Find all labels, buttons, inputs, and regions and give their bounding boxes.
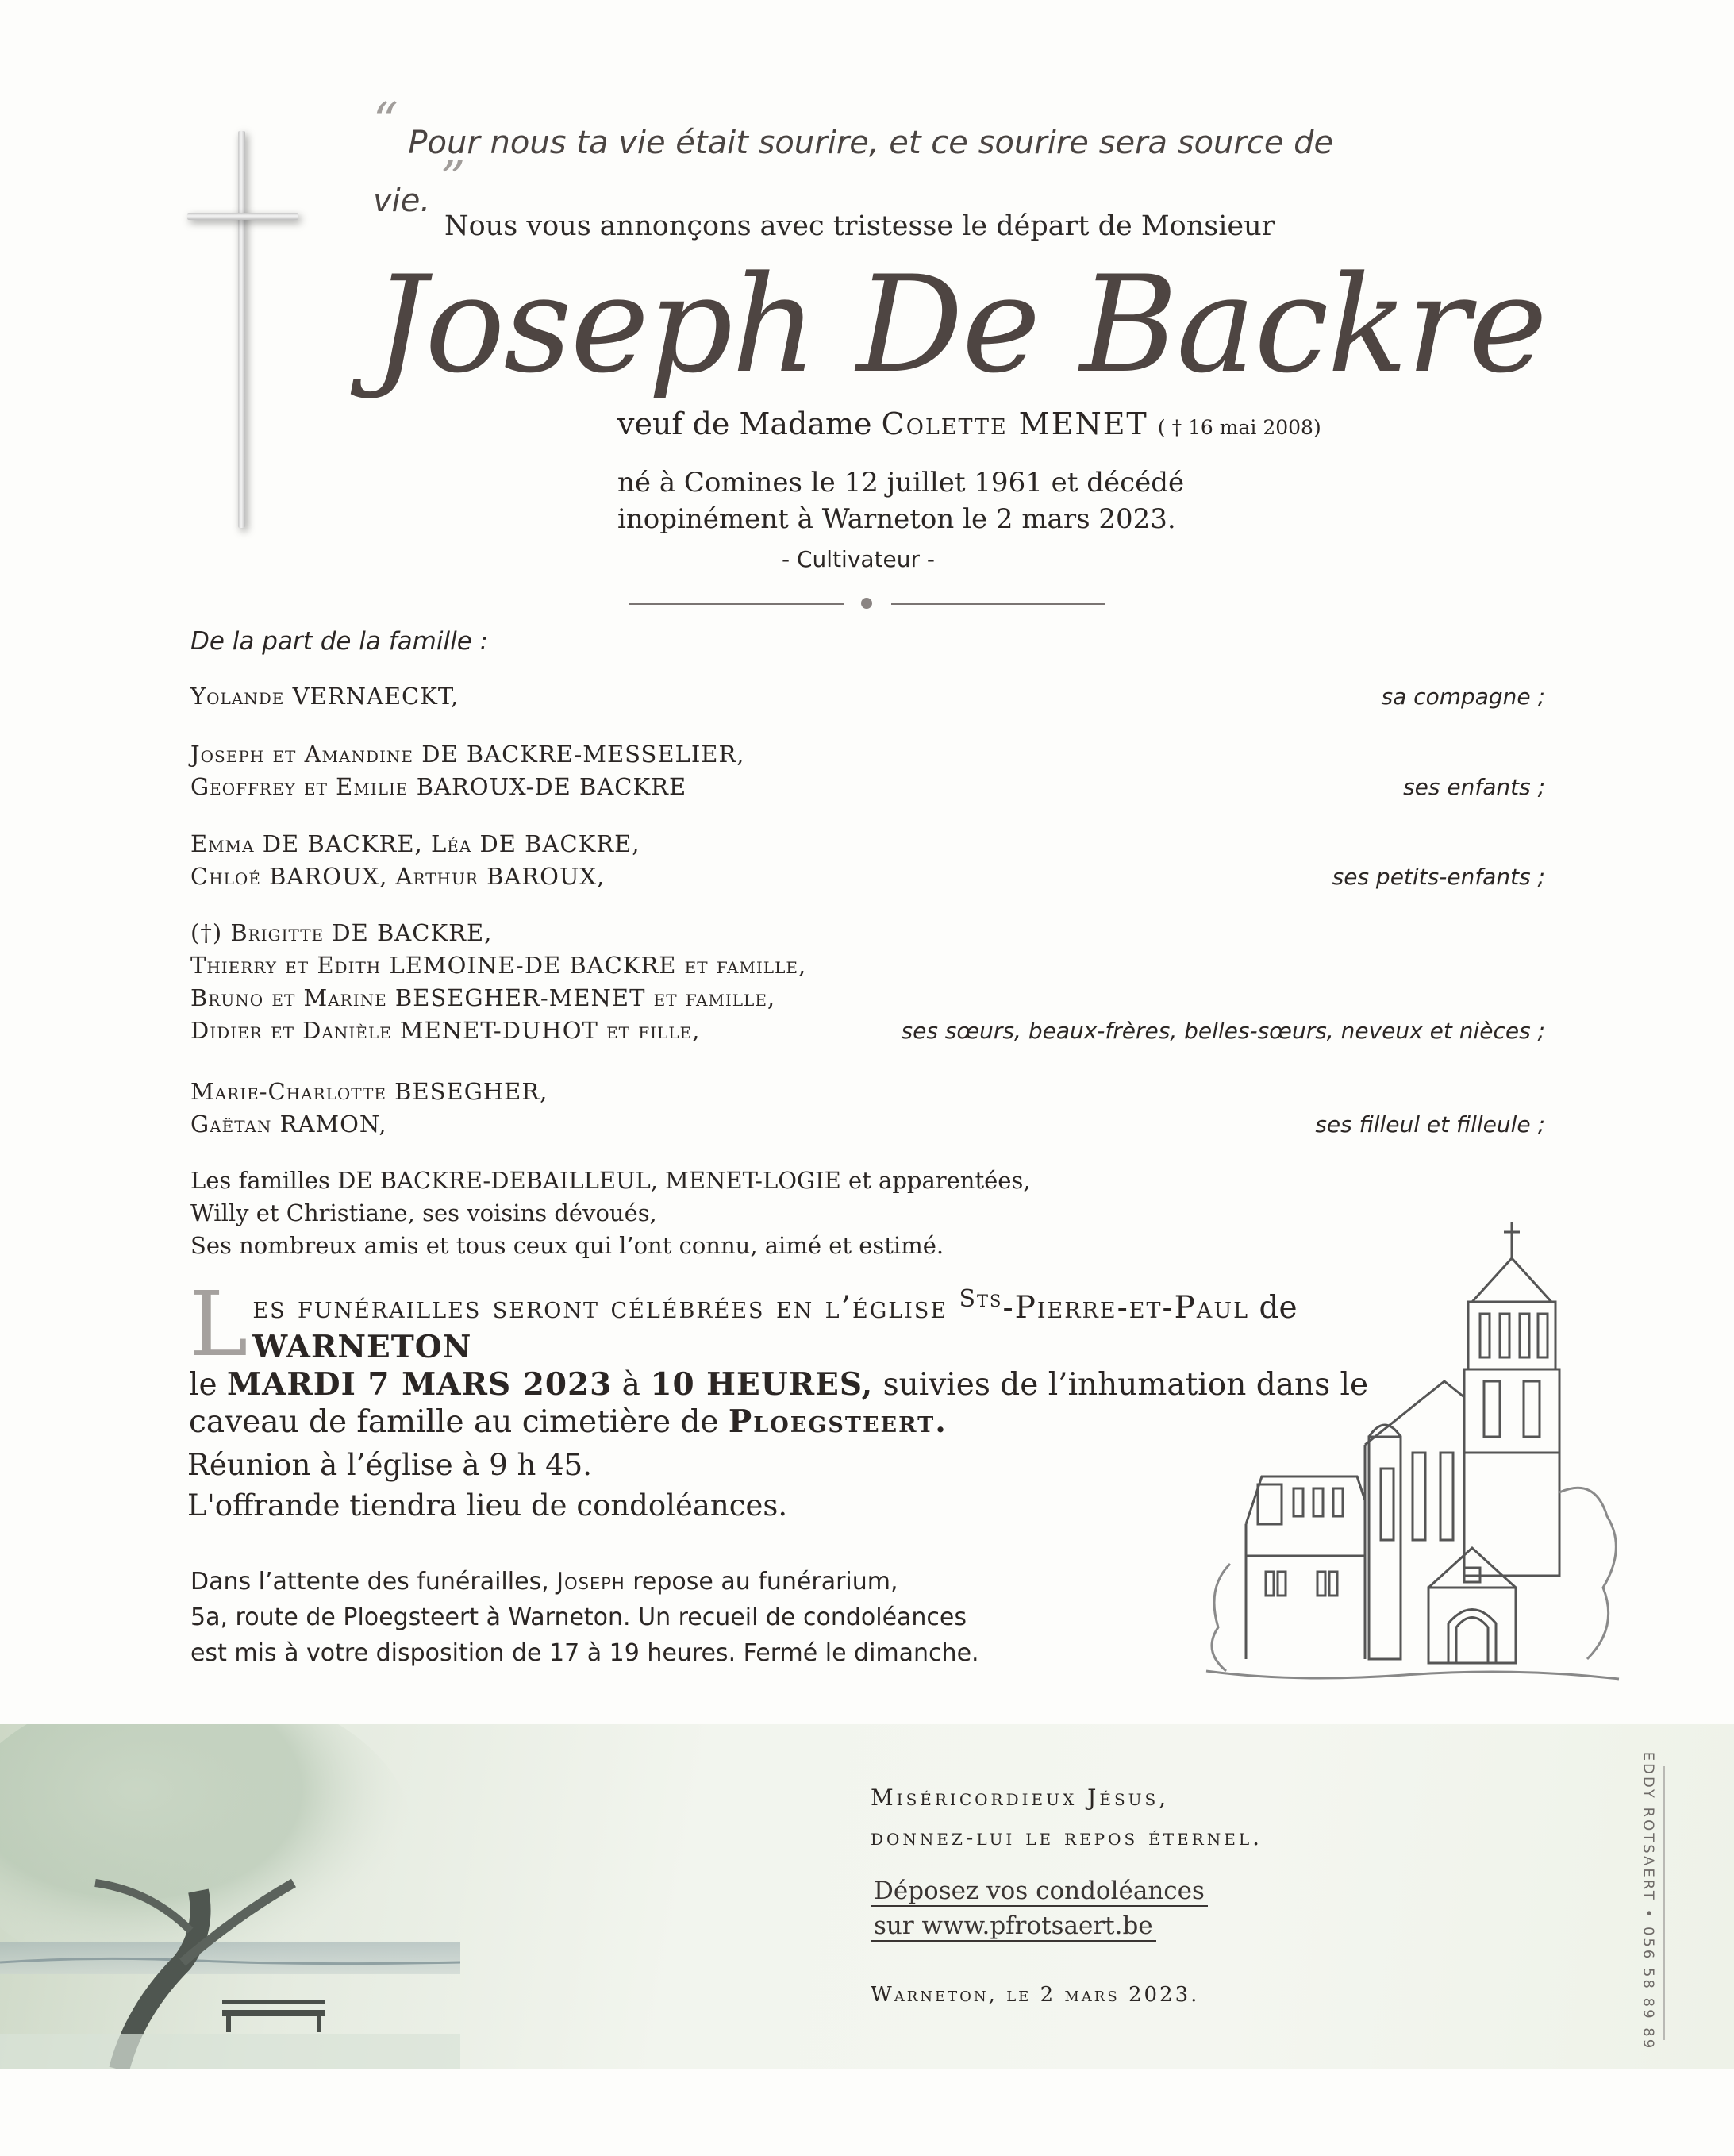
family-name-line: Yolande VERNAECKT, (190, 683, 459, 710)
cemetery-name: Ploegsteert (728, 1403, 936, 1440)
family-relation: ses petits-enfants ; (1332, 864, 1545, 890)
church-sup: Sts (959, 1285, 1003, 1313)
funeral-home-credit (1628, 1751, 1668, 2051)
willow-tree-icon (0, 1724, 460, 2069)
funeral-part5: suivies de l’inhumation dans le caveau de famille au cimetière de (189, 1367, 1369, 1440)
funeral-part1: es funérailles seront célébrées en l’église (252, 1290, 959, 1326)
meeting-line1: Réunion à l’église à 9 h 45. (187, 1448, 592, 1482)
family-name-line: Geoffrey et Emilie BAROUX-DE BACKRE (190, 773, 687, 800)
family-name-line: Didier et Danièle MENET-DUHOT et fille, (190, 1017, 701, 1044)
family-name-line: Willy et Christiane, ses voisins dévoués, (190, 1199, 657, 1226)
family-name-line: Joseph et Amandine DE BACKRE-MESSELIER, (190, 741, 745, 768)
family-group-partner (190, 680, 1545, 716)
announcement: Nous vous annonçons avec tristesse le départ de Monsieur (444, 210, 1275, 242)
family-intro: De la part de la famille : (190, 627, 489, 656)
family-names (190, 1165, 1031, 1262)
birth-death-info (617, 464, 1184, 537)
family-names (190, 1076, 548, 1141)
family-name-line: Thierry et Edith LEMOINE-DE BACKRE et famille, (190, 952, 807, 979)
condolences-line1[interactable]: Déposez vos condoléances (871, 1877, 1208, 1907)
funeral-town: WARNETON (252, 1329, 472, 1365)
family-names (190, 828, 640, 893)
funeral-part2: de (1249, 1290, 1298, 1326)
prayer (871, 1778, 1263, 1858)
family-name-line: Gaëtan RAMON, (190, 1111, 387, 1138)
family-relation: sa compagne ; (1381, 683, 1545, 710)
condolences-website-link[interactable]: sur www.pfrotsaert.be (871, 1912, 1156, 1942)
family-names (190, 738, 745, 803)
spouse-death-date: 16 mai 2008 (1188, 416, 1313, 439)
divider-left (629, 603, 844, 605)
credit-divider (1663, 1766, 1665, 2040)
family-relation: ses sœurs, beaux-frères, belles-sœurs, neveux et nièces ; (901, 1018, 1545, 1044)
place-date: Warneton, le 2 mars 2023. (871, 1983, 1200, 2007)
vigil-line1: Dans l’attente des funérailles, Joseph repose au funérarium, (190, 1568, 898, 1596)
prayer-line2: donnez-lui le repos éternel. (871, 1824, 1263, 1850)
family-name-line: Chloé BAROUX, Arthur BAROUX, (190, 863, 606, 890)
condolences-link-block[interactable] (871, 1873, 1208, 1943)
family-relation: ses filleul et filleule ; (1315, 1111, 1545, 1138)
open-quote-mark: “ (373, 91, 398, 149)
divider-right (891, 603, 1105, 605)
spouse-name: Colette MENET (881, 406, 1148, 441)
vigil-info (190, 1564, 979, 1671)
family-relation: ses enfants ; (1403, 774, 1545, 800)
family-names (190, 917, 806, 1047)
vigil-line2: 5a, route de Ploegsteert à Warneton. Un recueil de condoléances (190, 1604, 967, 1631)
family-names (190, 680, 459, 713)
spouse-death-open: ( † (1157, 416, 1189, 439)
meeting-info (187, 1445, 787, 1526)
family-group-godchildren (190, 1076, 1545, 1144)
family-name-line: Bruno et Marine BESEGHER-MENET et famille, (190, 984, 776, 1011)
church-name: -Pierre-et-Paul (1002, 1290, 1250, 1326)
death-line: inopinément à Warneton le 2 mars 2023. (617, 503, 1176, 535)
family-name-line: Les familles DE BACKRE-DEBAILLEUL, MENET-LOGIE et apparentées, (190, 1167, 1031, 1194)
prayer-line1: Miséricordieux Jésus, (871, 1784, 1170, 1811)
funeral-part4: à (612, 1367, 651, 1403)
church-sketch-icon (1198, 1215, 1627, 1691)
quote-text: Pour nous ta vie était sourire, et ce sourire sera source de vie. (373, 125, 1334, 219)
funeral-date: MARDI 7 MARS 2023 (226, 1366, 613, 1403)
cross-icon-vertical (238, 131, 245, 528)
divider-dot (861, 598, 872, 609)
spouse-death-close: ) (1313, 416, 1321, 439)
family-name-line: Marie-Charlotte BESEGHER, (190, 1078, 548, 1105)
close-quote-mark: ” (440, 149, 466, 207)
funeral-part3: le (189, 1367, 227, 1403)
family-name-line: Emma DE BACKRE, Léa DE BACKRE, (190, 830, 640, 857)
birth-line: né à Comines le 12 juillet 1961 et décédé (617, 467, 1185, 499)
epigraph-quote (373, 91, 1365, 223)
vigil-line3: est mis à votre disposition de 17 à 19 heures. Fermé le dimanche. (190, 1639, 979, 1667)
meeting-line2: L'offrande tiendra lieu de condoléances. (187, 1488, 788, 1523)
family-group-grandchildren (190, 828, 1545, 896)
family-group-siblings (190, 917, 1545, 1052)
family-name-line: Ses nombreux amis et tous ceux qui l’ont connu, aimé et estimé. (190, 1232, 944, 1259)
profession: - Cultivateur - (782, 546, 936, 572)
funeral-time: 10 HEURES, (650, 1366, 874, 1403)
drop-cap: L (189, 1273, 248, 1376)
family-group-children (190, 738, 1545, 807)
cross-icon-horizontal (187, 213, 298, 220)
widow-line (617, 406, 1321, 441)
family-name-line: (†) Brigitte DE BACKRE, (190, 919, 493, 946)
credit-text: EDDY ROTSAERT • 056 58 89 89 (1640, 1751, 1657, 2051)
deceased-name: Joseph De Backre (373, 247, 1547, 402)
funeral-end: . (935, 1403, 947, 1440)
widow-prefix: veuf de Madame (617, 406, 872, 441)
